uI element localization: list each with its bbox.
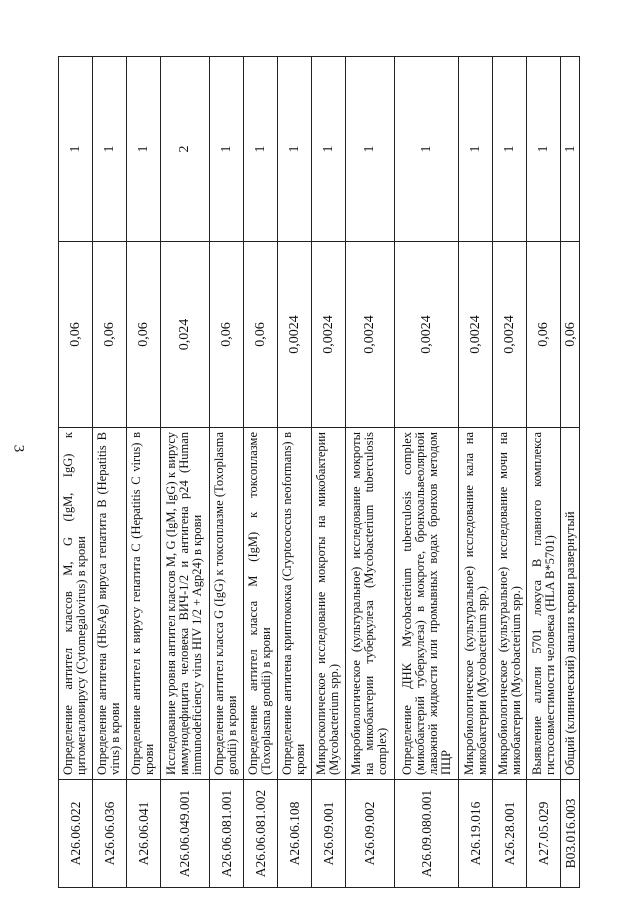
service-name: Исследование уровня антител классов M, G (IgM, IgG) к вирусу иммунодефицита человека ВИЧ-1/2 и антигена p24 (Human immunodeficiency virus HIV 1/2 + Agp24) в крови — [160, 428, 209, 780]
multiplicity-value: 1 — [459, 57, 493, 242]
frequency-value: 0,06 — [126, 242, 160, 428]
table-row — [59, 57, 93, 888]
service-name: Определение ДНК Mycobacterium tuberculosis complex (микобактерий туберкулеза) в мокроте, бронхоальвеолярной лаважной жидкости или промывных водах бронхов методом ПЦР — [394, 428, 458, 780]
table-row — [209, 57, 243, 888]
frequency-value: 0,0024 — [311, 242, 345, 428]
service-name: Микробиологическое (культуральное) исследование кала на микобактерии (Mycobacterium spp.) — [459, 428, 493, 780]
multiplicity-value: 1 — [277, 57, 311, 242]
frequency-value: 0,06 — [209, 242, 243, 428]
service-name: Определение антигена (HbsAg) вируса гепатита B (Hepatitis B virus) в крови — [92, 428, 126, 780]
service-name: Определение антител класса G (IgG) к токсоплазме (Toxoplasma gondii) в крови — [209, 428, 243, 780]
table-row — [92, 57, 126, 888]
table-row — [345, 57, 394, 888]
frequency-value: 0,06 — [243, 242, 277, 428]
multiplicity-value: 1 — [243, 57, 277, 242]
service-code: A26.09.080.001 — [394, 780, 458, 888]
multiplicity-value: 1 — [394, 57, 458, 242]
table-row — [277, 57, 311, 888]
service-name: Выявление аллели 5701 локуса B главного комплекса гистосовместимости человека (HLA B*5701) — [527, 428, 561, 780]
service-code: A26.06.036 — [92, 780, 126, 888]
service-code: A26.06.108 — [277, 780, 311, 888]
multiplicity-value: 1 — [311, 57, 345, 242]
service-code: A26.09.002 — [345, 780, 394, 888]
service-name: Определение антител к вирусу гепатита C (Hepatitis C virus) в крови — [126, 428, 160, 780]
frequency-value: 0,0024 — [345, 242, 394, 428]
service-code: A26.06.022 — [59, 780, 93, 888]
service-name: Микробиологическое (культуральное) исследование мокроты на микобактерии туберкулеза (Mycobacterium tuberculosis complex) — [345, 428, 394, 780]
multiplicity-value: 1 — [561, 57, 580, 242]
service-code: A27.05.029 — [527, 780, 561, 888]
service-code: A26.06.049.001 — [160, 780, 209, 888]
service-code: B03.016.003 — [561, 780, 580, 888]
multiplicity-value: 1 — [493, 57, 527, 242]
frequency-value: 0,06 — [59, 242, 93, 428]
multiplicity-value: 1 — [126, 57, 160, 242]
page-number: 3 — [10, 444, 27, 453]
table-row — [394, 57, 458, 888]
table-row — [561, 57, 580, 888]
table-row — [527, 57, 561, 888]
multiplicity-value: 1 — [209, 57, 243, 242]
frequency-value: 0,06 — [527, 242, 561, 428]
service-code: A26.28.001 — [493, 780, 527, 888]
rotated-table-container — [58, 57, 580, 888]
table-row — [243, 57, 277, 888]
service-name: Определение антител класса M (IgM) к токсоплазме (Toxoplasma gondii) в крови — [243, 428, 277, 780]
frequency-value: 0,0024 — [394, 242, 458, 428]
frequency-value: 0,06 — [561, 242, 580, 428]
frequency-value: 0,0024 — [493, 242, 527, 428]
service-name: Общий (клинический) анализ крови развернутый — [561, 428, 580, 780]
service-name: Микроскопическое исследование мокроты на микобактерии (Mycobacterium spp.) — [311, 428, 345, 780]
service-name: Определение антител классов M, G (IgM, IgG) к цитомегаловирусу (Cytomegalovirus) в крови — [59, 428, 93, 780]
frequency-value: 0,024 — [160, 242, 209, 428]
table-row — [126, 57, 160, 888]
service-code: A26.06.081.001 — [209, 780, 243, 888]
service-code: A26.09.001 — [311, 780, 345, 888]
table-row — [493, 57, 527, 888]
multiplicity-value: 2 — [160, 57, 209, 242]
table-row — [311, 57, 345, 888]
table-row — [459, 57, 493, 888]
service-name: Определение антигена криптококка (Cryptococcus neoformans) в крови — [277, 428, 311, 780]
frequency-value: 0,0024 — [459, 242, 493, 428]
multiplicity-value: 1 — [59, 57, 93, 242]
multiplicity-value: 1 — [92, 57, 126, 242]
frequency-value: 0,06 — [92, 242, 126, 428]
multiplicity-value: 1 — [527, 57, 561, 242]
table-row — [160, 57, 209, 888]
service-code: A26.19.016 — [459, 780, 493, 888]
service-name: Микробиологическое (культуральное) исследование мочи на микобактерии (Mycobacterium spp.) — [493, 428, 527, 780]
service-code: A26.06.041 — [126, 780, 160, 888]
multiplicity-value: 1 — [345, 57, 394, 242]
frequency-value: 0,0024 — [277, 242, 311, 428]
service-code: A26.06.081.002 — [243, 780, 277, 888]
services-table — [58, 56, 580, 888]
